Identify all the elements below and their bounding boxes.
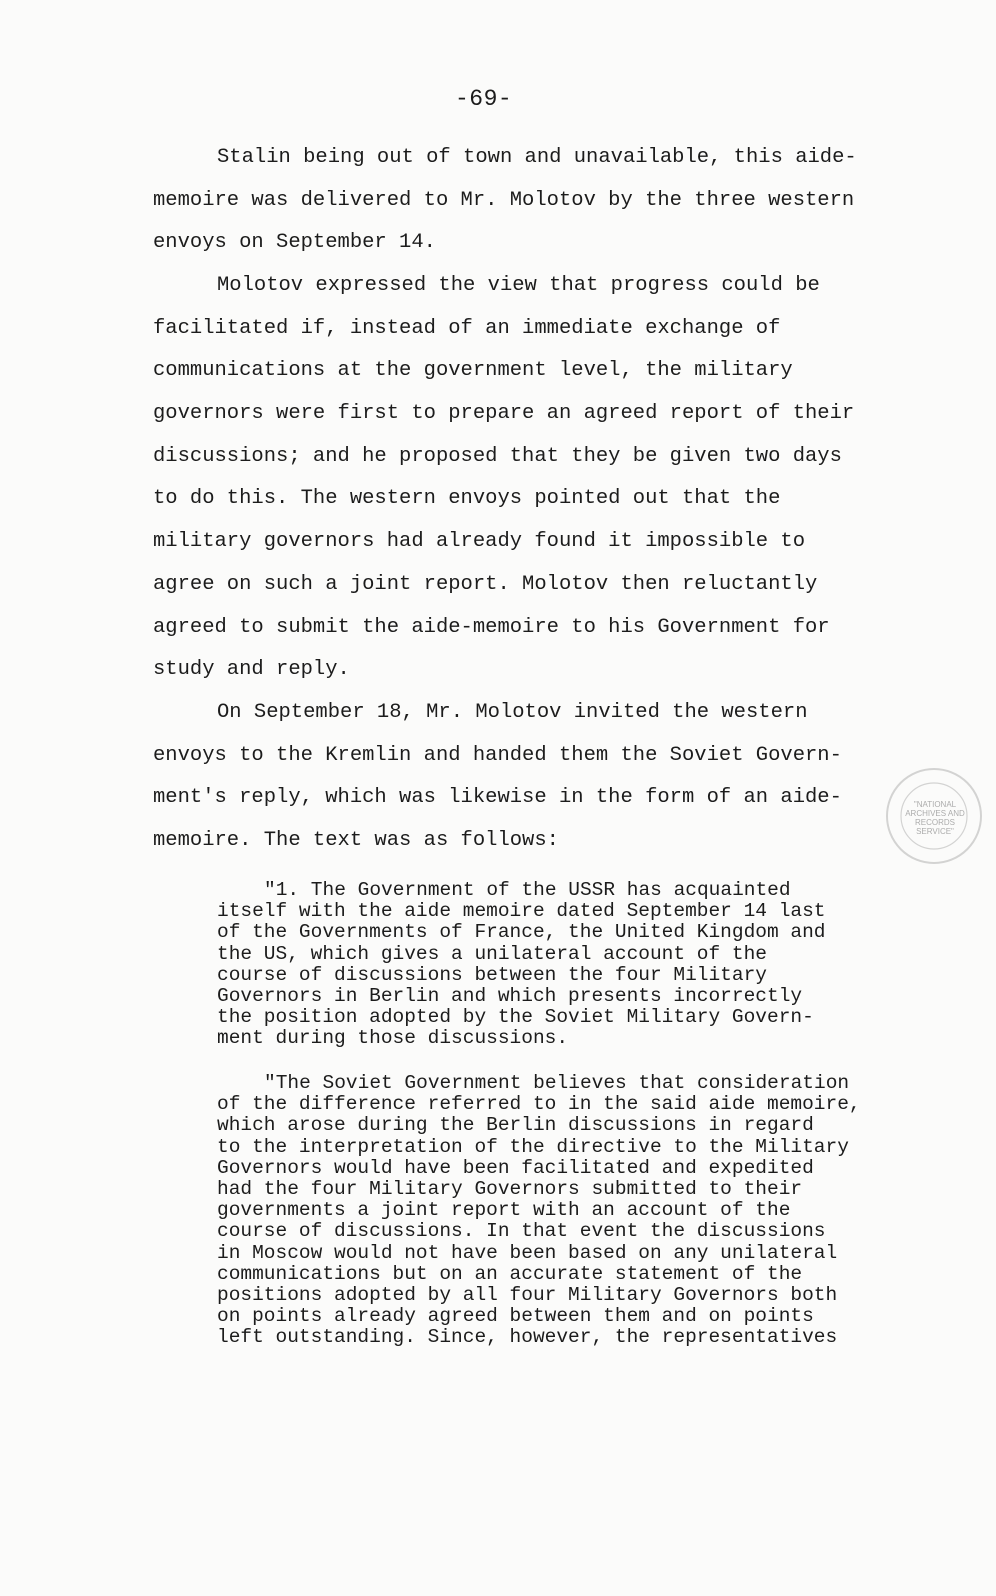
paragraph-3 [153, 692, 893, 863]
quote-line: which arose during the Berlin discussions in regard [217, 1114, 814, 1137]
paragraph-line: memoire was delivered to Mr. Molotov by the three western [153, 188, 855, 212]
paragraph-1 [153, 137, 893, 265]
quote-line: to the interpretation of the directive to the Military [217, 1135, 849, 1158]
paragraph-line: communications at the government level, the military [153, 359, 793, 383]
quote-line: "1. The Government of the USSR has acquainted [264, 879, 791, 901]
quote-line: governments a joint report with an account of the [217, 1199, 791, 1222]
paragraph-line: Molotov expressed the view that progress could be [217, 274, 820, 297]
paragraph-line: governors were first to prepare an agreed report of their [153, 402, 855, 426]
quoted-block-1 [217, 880, 826, 1050]
paragraph-line: ment's reply, which was likewise in the form of an aide- [153, 786, 842, 810]
quote-line: of the Governments of France, the United Kingdom and [217, 921, 826, 944]
paragraph-line: On September 18, Mr. Molotov invited the western [217, 701, 808, 724]
paragraph-line: to do this. The western envoys pointed out that the [153, 487, 781, 511]
quote-line: the US, which gives a unilateral account of the [217, 942, 767, 965]
quote-line: Governors would have been facilitated and expedited [217, 1156, 814, 1179]
quote-line: course of discussions. In that event the discussions [217, 1220, 826, 1243]
paragraph-line: agreed to submit the aide-memoire to his Government for [153, 615, 830, 639]
stamp-line: ARCHIVES AND [905, 809, 965, 818]
quote-line: itself with the aide memoire dated September 14 last [217, 900, 826, 923]
paragraph-line: facilitated if, instead of an immediate exchange of [153, 316, 781, 340]
quoted-block-2 [217, 1073, 861, 1348]
quote-line: Governors in Berlin and which presents incorrectly [217, 984, 803, 1007]
stamp-line: SERVICE" [916, 827, 954, 836]
quote-line: course of discussions between the four Military [217, 963, 767, 986]
quote-line: on points already agreed between them and on points [217, 1305, 814, 1328]
paragraph-line: agree on such a joint report. Molotov then reluctantly [153, 572, 818, 596]
quote-line: "The Soviet Government believes that consideration [264, 1072, 850, 1094]
quote-line: ment during those discussions. [217, 1027, 569, 1050]
quote-line: positions adopted by all four Military Governors both [217, 1283, 838, 1306]
quote-line: of the difference referred to in the said aide memoire, [217, 1093, 861, 1116]
quote-line: in Moscow would not have been based on any unilateral [217, 1241, 838, 1264]
paragraph-line: discussions; and he proposed that they be given two days [153, 444, 842, 468]
page-number: -69- [455, 86, 513, 112]
paragraph-line: envoys on September 14. [153, 231, 436, 255]
paragraph-line: study and reply. [153, 658, 350, 682]
stamp-line: "NATIONAL [913, 800, 957, 809]
paragraph-line: Stalin being out of town and unavailable, this aide- [217, 146, 857, 169]
archive-stamp-text [895, 800, 975, 836]
quote-line: communications but on an accurate statement of the [217, 1262, 803, 1285]
quote-line: the position adopted by the Soviet Military Govern- [217, 1006, 814, 1029]
stamp-line: RECORDS [914, 818, 955, 827]
paragraph-line: envoys to the Kremlin and handed them the Soviet Govern- [153, 743, 842, 767]
paragraph-line: military governors had already found it impossible to [153, 530, 806, 554]
quote-line: had the four Military Governors submitted to their [217, 1177, 803, 1200]
paragraph-line: memoire. The text was as follows: [153, 829, 559, 853]
quote-line: left outstanding. Since, however, the representatives [217, 1326, 838, 1349]
paragraph-2 [153, 265, 893, 692]
